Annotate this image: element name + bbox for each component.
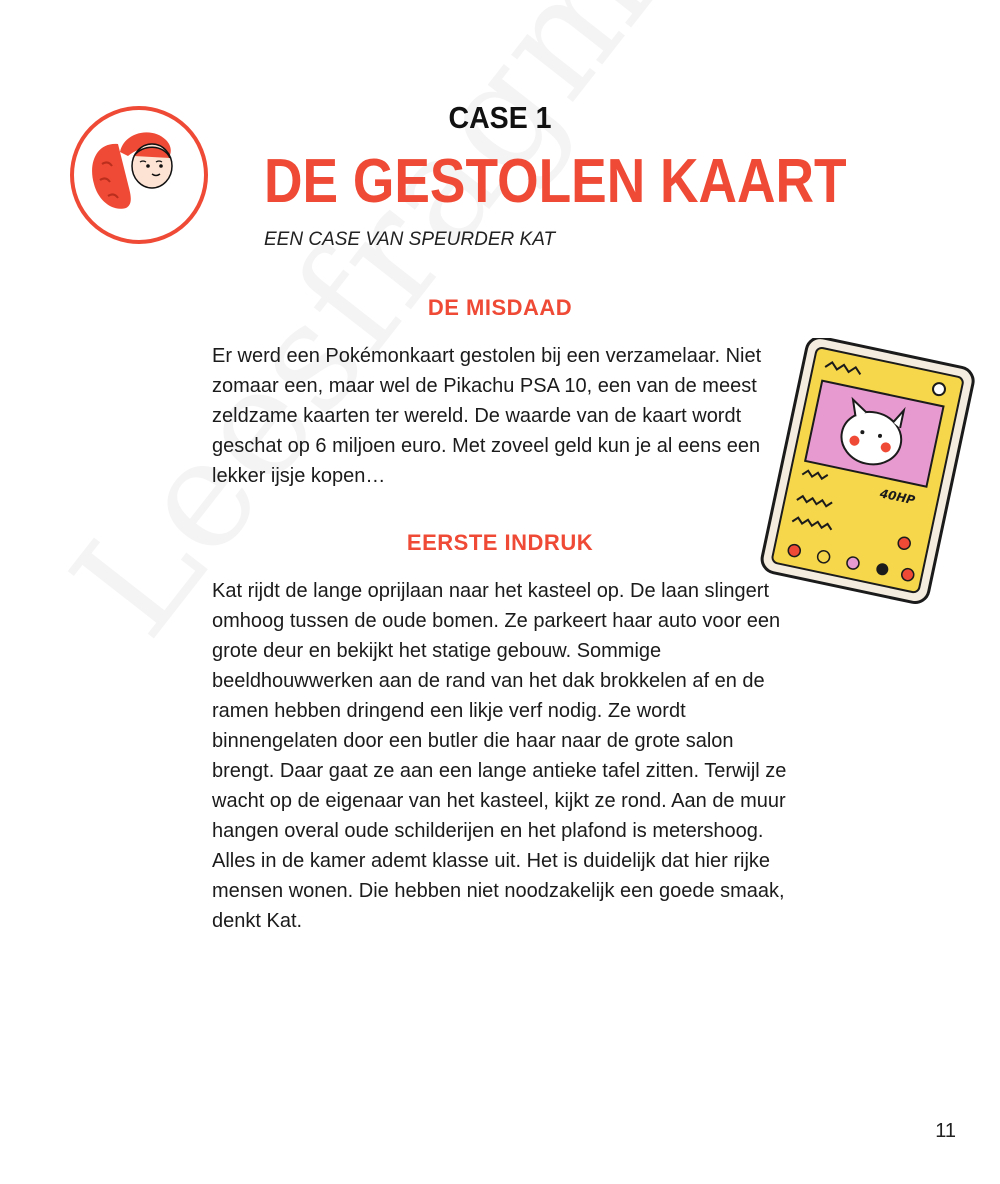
case-label: CASE 1 (448, 100, 552, 135)
section-body-eerste-indruk: Kat rijdt de lange oprijlaan naar het kasteel op. De laan slingert omhoog tussen de oude bomen. Ze parkeert haar auto voor een grote deur en bekijkt het statige gebouw. Sommige beeldhouwwerken aan de rand van het dak brokkelen af en de ramen hebben dringend een likje verf nodig. Ze wordt binnengelaten door een butler die haar naar de grote salon brengt. Daar gaat ze aan een lange antieke tafel zitten. Terwijl ze wacht op de eigenaar van het kasteel, kijkt ze rond. Aan de muur hangen overal oude schilderijen en het plafond is metershoog. Alles in de kamer ademt klasse uit. Het is duidelijk dat hier rijke mensen wonen. Die hebben niet noodzakelijk een goede smaak, denkt Kat. (212, 580, 787, 932)
page-subtitle: EEN CASE VAN SPEURDER KAT (264, 229, 556, 250)
pokemon-card-illustration (752, 338, 982, 608)
section-heading-eerste-indruk: EERSTE INDRUK (406, 530, 594, 555)
card-hp-text: 40HP (878, 486, 917, 508)
section-body-misdaad: Er werd een Pokémonkaart gestolen bij een verzamelaar. Niet zomaar een, maar wel de Pikachu PSA 10, een van de meest zeldzame kaarten ter wereld. De waarde van de kaart wordt geschat op 6 miljoen euro. Met zoveel geld kun je al eens een lekker ijsje kopen… (212, 345, 762, 487)
section-heading-misdaad: DE MISDAAD (427, 295, 573, 320)
page-title: DE GESTOLEN KAART (264, 147, 847, 216)
page-number: 11 (935, 1120, 956, 1142)
